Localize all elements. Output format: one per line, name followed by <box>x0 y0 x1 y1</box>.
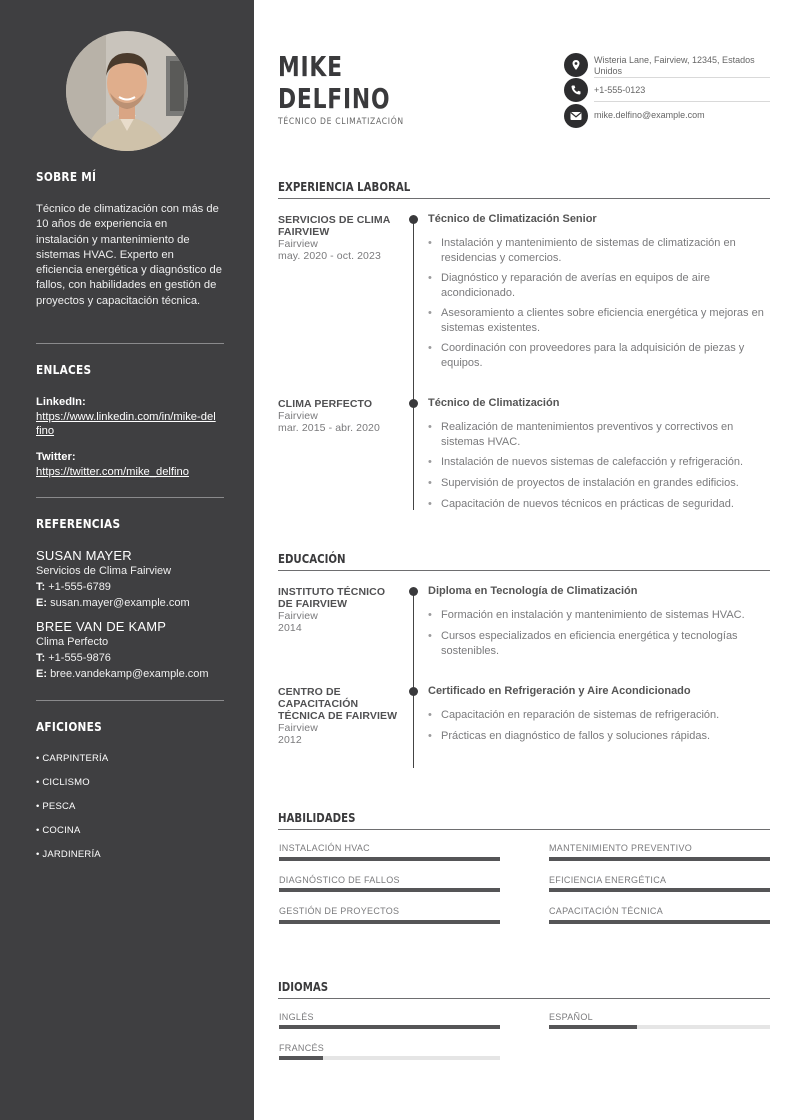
reference-email: susan.mayer@example.com <box>50 597 190 610</box>
skill-label: DIAGNÓSTICO DE FALLOS <box>279 875 400 885</box>
reference-item <box>36 619 222 682</box>
employment-dates: mar. 2015 - abr. 2020 <box>278 422 380 434</box>
bullet-item: • Instalación de nuevos sistemas de calefacción y refrigeración. <box>428 455 770 470</box>
degree-title: Certificado en Refrigeración y Aire Acondicionado <box>428 685 691 697</box>
skill-label: INSTALACIÓN HVAC <box>279 843 370 853</box>
language-label: FRANCÉS <box>279 1043 325 1053</box>
languages-heading: IDIOMAS <box>278 980 329 994</box>
bullet-item: • Cursos especializados en eficiencia energética y tecnologías sostenibles. <box>428 629 770 658</box>
section-divider <box>278 570 770 571</box>
divider <box>594 101 770 102</box>
language-bar-fill <box>279 1056 323 1060</box>
employer-name: SERVICIOS DE CLIMA FAIRVIEW <box>278 214 391 238</box>
bullet-item: • Prácticas en diagnóstico de fallos y soluciones rápidas. <box>428 729 770 744</box>
phone-label: T: <box>36 581 46 594</box>
skills-heading: HABILIDADES <box>278 811 356 825</box>
skill-bar-fill <box>279 888 500 892</box>
reference-company: Clima Perfecto <box>36 636 109 649</box>
skill-bar-fill <box>279 920 500 924</box>
section-divider <box>278 198 770 199</box>
skill-bar <box>279 857 500 861</box>
linkedin-link[interactable]: https://www.linkedin.com/in/mike-delfino <box>36 411 216 438</box>
language-label: INGLÉS <box>279 1012 314 1022</box>
language-bar <box>549 1025 770 1029</box>
email-label: E: <box>36 597 47 610</box>
divider <box>594 77 770 78</box>
links-heading: ENLACES <box>36 363 92 377</box>
job-position: Técnico de Climatización Senior <box>428 213 597 225</box>
address-text: Wisteria Lane, Fairview, 12345, Estados Unidos <box>594 55 755 76</box>
timeline-dot <box>409 215 418 224</box>
employer-location: Fairview <box>278 410 318 422</box>
email-text: mike.delfino@example.com <box>594 110 705 120</box>
degree-title: Diploma en Tecnología de Climatización <box>428 585 638 597</box>
twitter-label: Twitter: <box>36 451 76 463</box>
timeline-dot <box>409 687 418 696</box>
reference-phone: +1-555-6789 <box>48 581 111 594</box>
hobbies-heading: AFICIONES <box>36 720 103 734</box>
reference-phone: +1-555-9876 <box>48 652 111 665</box>
bullet-item: • Supervisión de proyectos de instalación en grandes edificios. <box>428 476 770 491</box>
skill-bar <box>549 888 770 892</box>
sidebar <box>0 0 254 1120</box>
skill-label: MANTENIMIENTO PREVENTIVO <box>549 843 693 853</box>
job-position: Técnico de Climatización <box>428 397 560 409</box>
hobby-item: • CARPINTERÍA <box>36 753 109 764</box>
twitter-block <box>36 450 222 479</box>
institution-name: CENTRO DE CAPACITACIÓN TÉCNICA DE FAIRVIEW <box>278 686 398 722</box>
education-year: 2012 <box>278 734 302 746</box>
bullet-item: • Realización de mantenimientos preventivos y correctivos en sistemas HVAC. <box>428 420 770 449</box>
institution-location: Fairview <box>278 722 318 734</box>
linkedin-block <box>36 395 222 438</box>
section-divider <box>278 998 770 999</box>
institution-name: INSTITUTO TÉCNICO DE FAIRVIEW <box>278 586 386 610</box>
hobby-item: • JARDINERÍA <box>36 849 101 860</box>
skill-bar-fill <box>279 857 500 861</box>
last-name: DELFINO <box>278 82 391 115</box>
reference-company: Servicios de Clima Fairview <box>36 565 172 578</box>
employer <box>278 214 398 262</box>
employer-name: CLIMA PERFECTO <box>278 398 373 410</box>
timeline-line <box>413 590 414 768</box>
hobby-item: • CICLISMO <box>36 777 90 788</box>
language-bar-fill <box>279 1025 500 1029</box>
institution <box>278 586 398 634</box>
skill-label: EFICIENCIA ENERGÉTICA <box>549 875 667 885</box>
phone-text: +1-555-0123 <box>594 85 646 95</box>
profile-photo <box>66 31 188 151</box>
hobby-item: • PESCA <box>36 801 76 812</box>
skill-bar-fill <box>549 920 770 924</box>
divider <box>36 343 224 344</box>
divider <box>36 497 224 498</box>
language-bar <box>279 1056 500 1060</box>
employment-dates: may. 2020 - oct. 2023 <box>278 250 381 262</box>
job-role: TÉCNICO DE CLIMATIZACIÓN <box>278 117 404 127</box>
bullet-item: • Diagnóstico y reparación de averías en equipos de aire acondicionado. <box>428 271 770 300</box>
reference-item <box>36 548 222 611</box>
language-bar <box>279 1025 500 1029</box>
employer <box>278 398 398 434</box>
skill-bar-fill <box>549 888 770 892</box>
skill-bar-fill <box>549 857 770 861</box>
phone-label: T: <box>36 652 46 665</box>
bullet-item: • Capacitación en reparación de sistemas de refrigeración. <box>428 708 770 723</box>
skill-label: GESTIÓN DE PROYECTOS <box>279 906 400 916</box>
bullet-item: • Coordinación con proveedores para la adquisición de piezas y equipos. <box>428 341 770 370</box>
twitter-link[interactable]: https://twitter.com/mike_delfino <box>36 466 189 479</box>
about-text: Técnico de climatización con más de 10 años de experiencia en instalación y mantenimiento de sistemas HVAC. Experto en eficiencia energética y diagnóstico de fallos, con habilidades en gestión de proyectos y capacitación técnica. <box>36 203 222 307</box>
email-label: E: <box>36 668 47 681</box>
bullet-item: • Instalación y mantenimiento de sistemas de climatización en residencias y comercios. <box>428 236 770 265</box>
phone-icon <box>564 78 588 102</box>
institution-location: Fairview <box>278 610 318 622</box>
linkedin-label: LinkedIn: <box>36 396 86 408</box>
references-heading: REFERENCIAS <box>36 517 121 531</box>
skill-label: CAPACITACIÓN TÉCNICA <box>549 906 664 916</box>
first-name: MIKE <box>278 50 343 83</box>
reference-name: BREE VAN DE KAMP <box>36 619 167 634</box>
about-heading: SOBRE MÍ <box>36 170 97 184</box>
section-divider <box>278 829 770 830</box>
bullet-item: • Capacitación de nuevos técnicos en prácticas de seguridad. <box>428 497 770 512</box>
education-year: 2014 <box>278 622 302 634</box>
location-pin-icon <box>564 53 588 77</box>
education-heading: EDUCACIÓN <box>278 552 346 566</box>
envelope-icon <box>564 104 588 128</box>
reference-email: bree.vandekamp@example.com <box>50 668 209 681</box>
skill-bar <box>549 857 770 861</box>
institution <box>278 686 398 746</box>
skill-bar <box>549 920 770 924</box>
skill-bar <box>279 888 500 892</box>
employer-location: Fairview <box>278 238 318 250</box>
divider <box>36 700 224 701</box>
reference-name: SUSAN MAYER <box>36 548 132 563</box>
bullet-item: • Asesoramiento a clientes sobre eficiencia energética y mejoras en sistemas existentes. <box>428 306 770 335</box>
timeline-dot <box>409 399 418 408</box>
language-bar-fill <box>549 1025 637 1029</box>
timeline-line <box>413 218 414 510</box>
skill-bar <box>279 920 500 924</box>
timeline-dot <box>409 587 418 596</box>
experience-heading: EXPERIENCIA LABORAL <box>278 180 411 194</box>
hobby-item: • COCINA <box>36 825 81 836</box>
bullet-item: • Formación en instalación y mantenimiento de sistemas HVAC. <box>428 608 770 623</box>
language-label: ESPAÑOL <box>549 1012 593 1022</box>
